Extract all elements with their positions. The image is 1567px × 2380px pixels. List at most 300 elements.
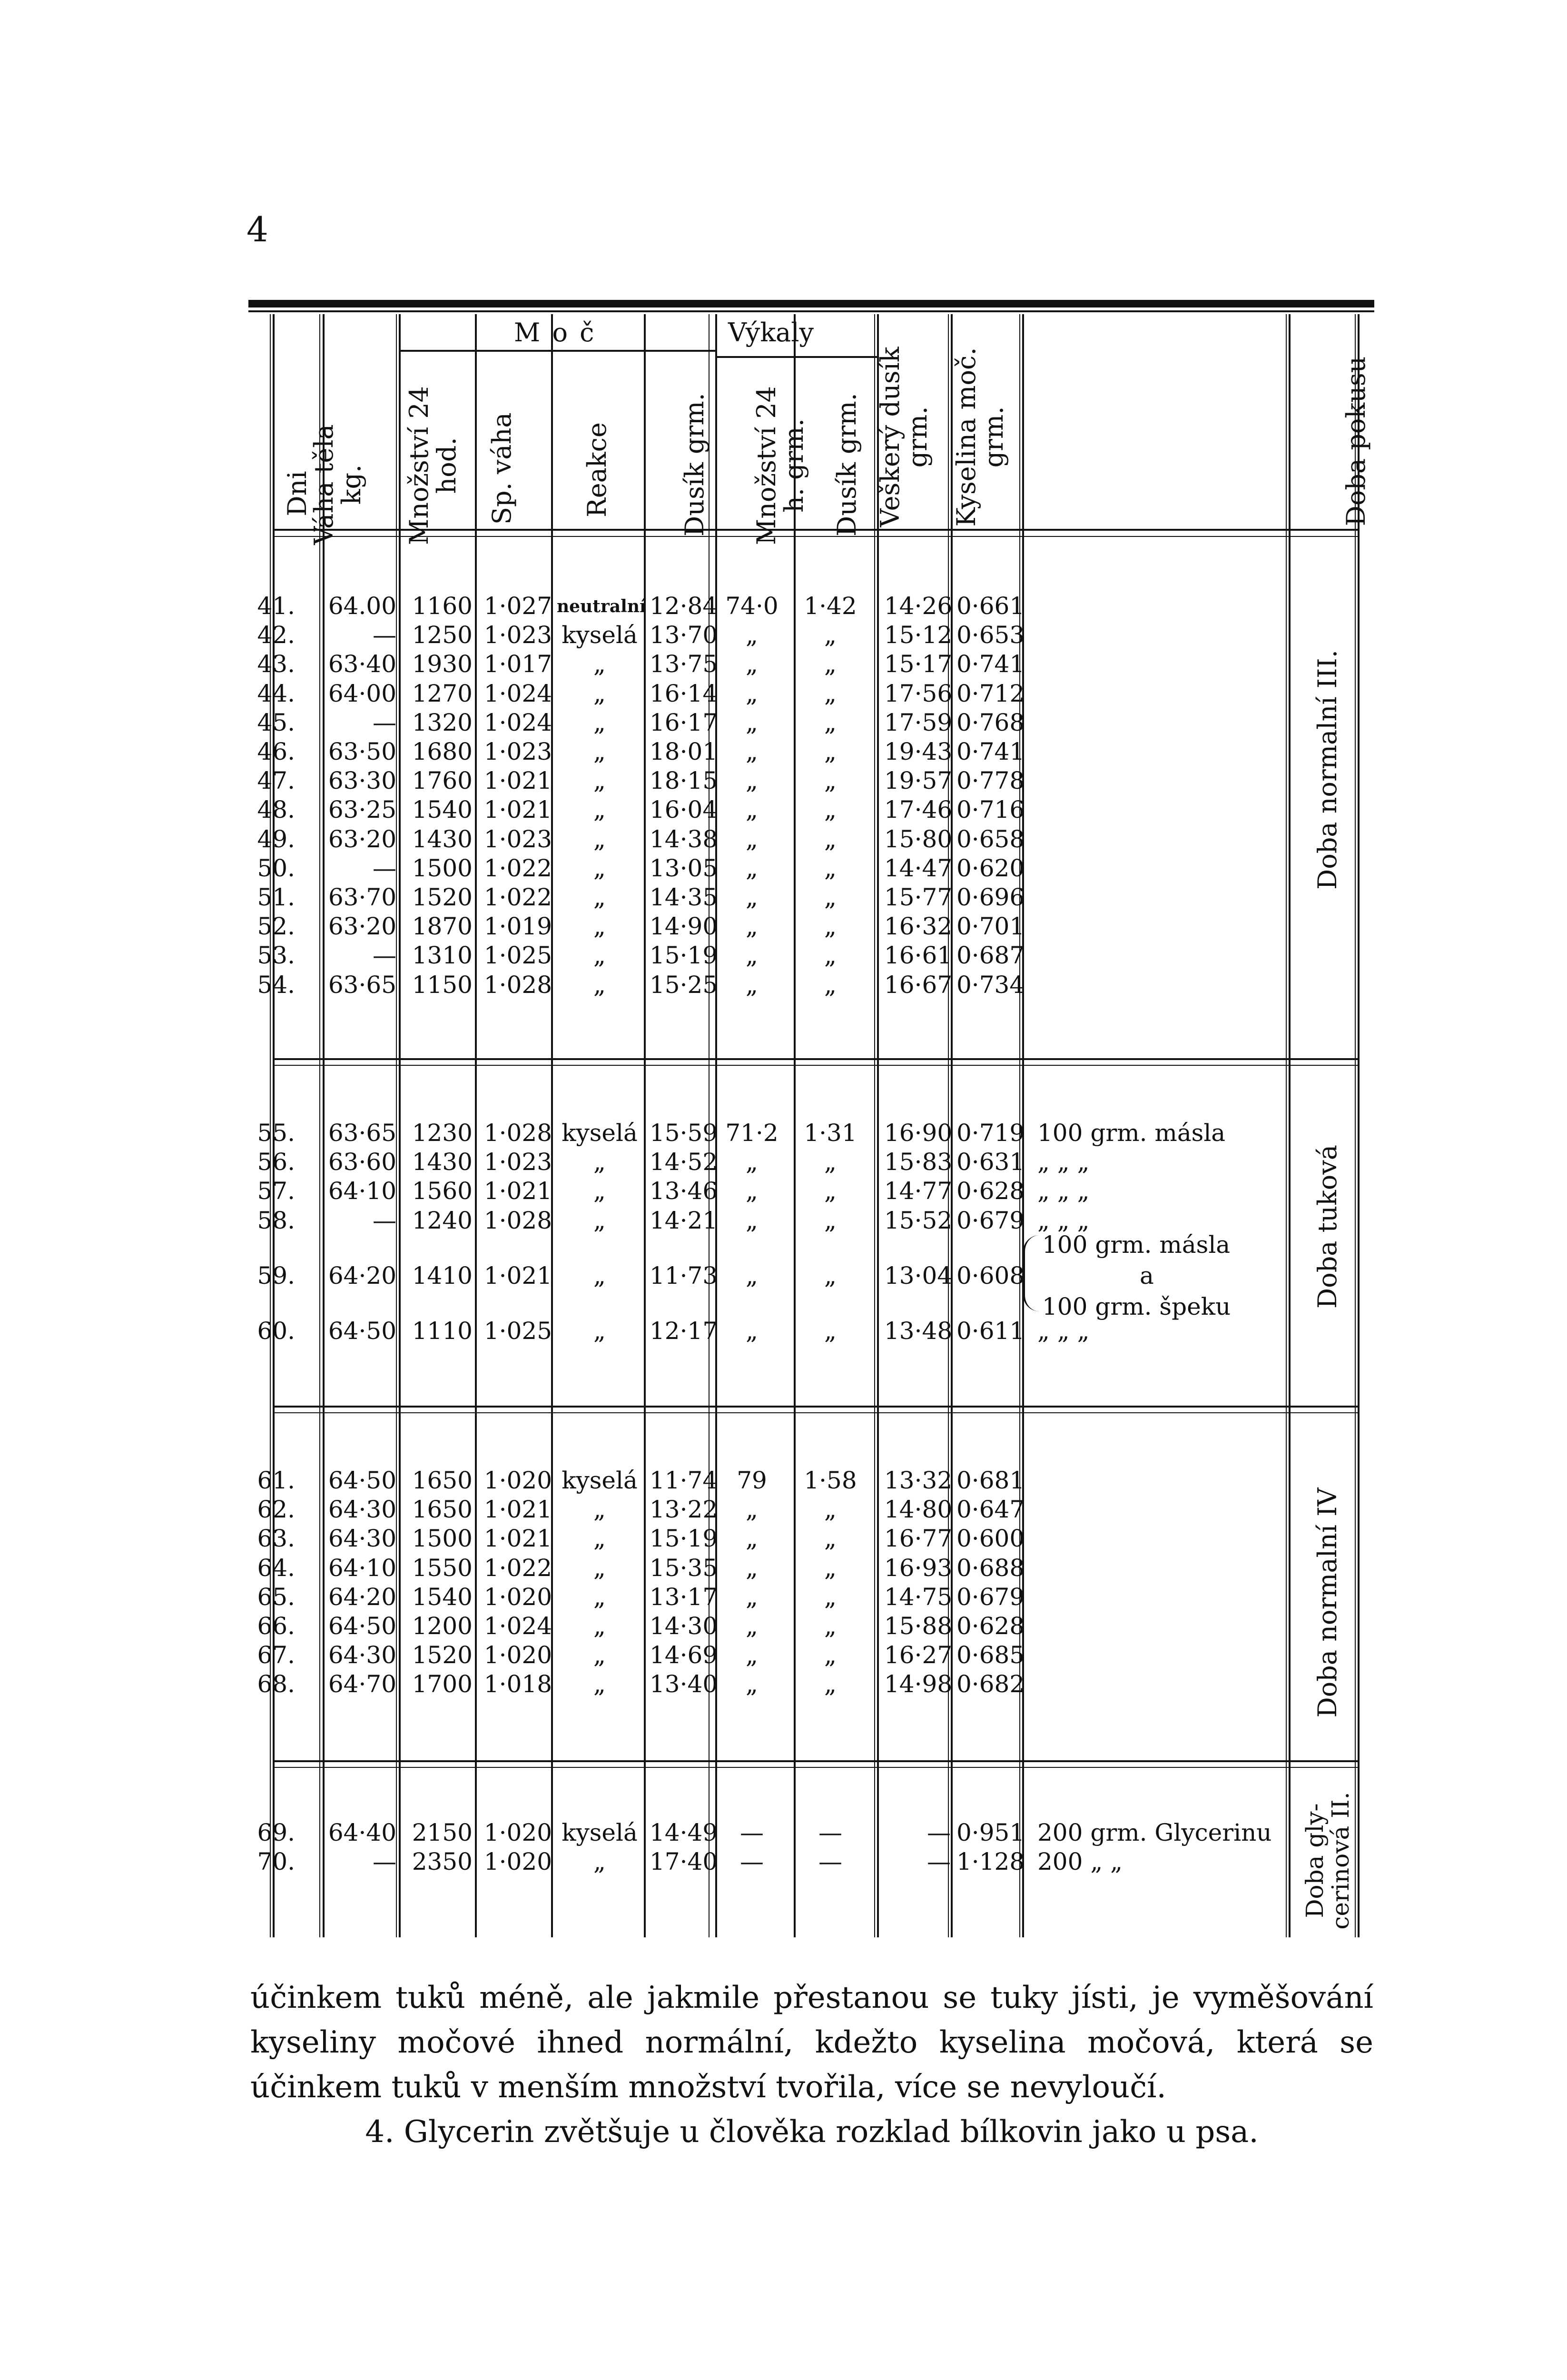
- paragraph-2: 4. Glycerin zvětšuje u člověka rozklad bílkovin jako u psa.: [365, 2114, 1259, 2150]
- table-cell: „: [824, 796, 837, 824]
- table-cell: 14·30: [650, 1612, 718, 1640]
- table-cell: „: [824, 912, 837, 941]
- table-cell: 15·83: [884, 1148, 953, 1176]
- table-cell: 14·21: [650, 1206, 718, 1234]
- table-cell: 16·32: [884, 912, 953, 941]
- table-cell: „: [746, 621, 758, 649]
- table-cell: „: [746, 1261, 758, 1289]
- table-cell: 0·687: [956, 942, 1025, 970]
- table-cell: 1·020: [483, 1583, 552, 1611]
- table-cell: 1·31: [804, 1119, 857, 1147]
- table-cell: 0·685: [956, 1641, 1025, 1669]
- table-cell: —: [927, 1848, 951, 1876]
- table-cell: „: [824, 1148, 837, 1176]
- table-cell: „: [824, 942, 837, 970]
- table-cell: 16·17: [650, 708, 718, 736]
- table-cell: 64·70: [328, 1670, 396, 1698]
- table-cell: 63·20: [328, 912, 396, 941]
- table-cell: „: [824, 971, 837, 999]
- table-cell: kyselá: [562, 1467, 638, 1494]
- table-cell: 0·951: [956, 1819, 1025, 1846]
- table-cell: 16·04: [650, 796, 718, 824]
- table-cell: „: [746, 883, 758, 911]
- table-cell: 15·52: [884, 1206, 953, 1234]
- table-cell: 0·701: [956, 912, 1025, 941]
- table-cell: „: [746, 825, 758, 853]
- table-cell: 0·682: [956, 1670, 1025, 1698]
- table-cell: „: [824, 650, 837, 678]
- table-cell: 63·70: [328, 883, 396, 911]
- table-cell: 14·80: [884, 1496, 953, 1524]
- table-cell: 44.: [257, 679, 295, 707]
- header-vyk-dusik: Dusík grm.: [832, 393, 862, 536]
- table-cell: 2150: [412, 1819, 473, 1846]
- table-cell: 1650: [412, 1496, 473, 1524]
- table-cell: —: [740, 1819, 764, 1846]
- table-cell: 14·98: [884, 1670, 953, 1698]
- table-cell: 0·734: [956, 971, 1025, 999]
- table-cell: 14·47: [884, 854, 953, 882]
- table-cell: „: [746, 854, 758, 882]
- table-cell: —: [373, 708, 396, 736]
- table-cell: 1·023: [483, 621, 552, 649]
- table-cell: „: [746, 796, 758, 824]
- table-cell: 53.: [257, 942, 295, 970]
- table-cell: 12·17: [650, 1317, 718, 1345]
- table-cell: 69.: [257, 1819, 295, 1846]
- table-cell: „: [824, 825, 837, 853]
- table-cell: 42.: [257, 621, 295, 649]
- table-cell: 71·2: [725, 1119, 779, 1147]
- table-cell: 1·022: [483, 883, 552, 911]
- table-cell: 17·40: [650, 1848, 718, 1876]
- table-cell: „: [593, 1583, 606, 1611]
- table-cell: 1250: [412, 621, 473, 649]
- table-cell: 63.: [257, 1525, 295, 1553]
- table-cell: 15·59: [650, 1119, 718, 1147]
- table-cell: 61.: [257, 1467, 295, 1494]
- table-cell: —: [818, 1848, 842, 1876]
- table-cell: 51.: [257, 883, 295, 911]
- table-cell: 15·19: [650, 1525, 718, 1553]
- table-cell: 47.: [257, 767, 295, 795]
- table-cell: „: [824, 1206, 837, 1234]
- table-cell: 0·679: [956, 1583, 1025, 1611]
- table-cell: „: [746, 679, 758, 707]
- table-cell: „: [746, 1206, 758, 1234]
- table-cell: —: [927, 1819, 951, 1846]
- table-cell: „: [593, 1317, 606, 1345]
- table-cell: 1·023: [483, 825, 552, 853]
- table-cell: „: [824, 1583, 837, 1611]
- table-cell: „: [824, 621, 837, 649]
- table-cell: „: [824, 1554, 837, 1582]
- table-cell: 64·30: [328, 1496, 396, 1524]
- table-cell: 15·19: [650, 942, 718, 970]
- table-cell: „: [593, 1848, 606, 1876]
- table-cell: „: [593, 1641, 606, 1669]
- table-cell: „: [593, 1177, 606, 1205]
- table-cell: 1700: [412, 1670, 473, 1698]
- table-cell: 13·70: [650, 621, 718, 649]
- table-cell: 15·88: [884, 1612, 953, 1640]
- table-cell: 1320: [412, 708, 473, 736]
- table-cell: 1240: [412, 1206, 473, 1234]
- table-cell: 16·67: [884, 971, 953, 999]
- table-cell: 0·712: [956, 679, 1025, 707]
- table-cell: 13·75: [650, 650, 718, 678]
- table-cell: 0·741: [956, 738, 1025, 765]
- table-cell: „: [746, 1554, 758, 1582]
- table-cell: 1930: [412, 650, 473, 678]
- table-cell: 12·84: [650, 592, 718, 620]
- table-cell: 1·022: [483, 1554, 552, 1582]
- table-cell: 13·22: [650, 1496, 718, 1524]
- table-cell: 1·020: [483, 1848, 552, 1876]
- table-cell: —: [373, 1848, 396, 1876]
- table-cell: „: [824, 1641, 837, 1669]
- table-cell: 48.: [257, 796, 295, 824]
- table-cell: 63·65: [328, 1119, 396, 1147]
- table-cell: 0·620: [956, 854, 1025, 882]
- table-cell: „: [824, 767, 837, 795]
- table-cell: 65.: [257, 1583, 295, 1611]
- header-mnozstvi: Množství 24 hod.: [404, 386, 462, 545]
- table-cell: „: [746, 912, 758, 941]
- table-note: „ „ „: [1037, 1177, 1090, 1205]
- table-cell: 1·018: [483, 1670, 552, 1698]
- table-cell: kyselá: [562, 1819, 638, 1846]
- table-cell: 17·59: [884, 708, 953, 736]
- table-cell: 0·658: [956, 825, 1025, 853]
- table-cell: 1520: [412, 883, 473, 911]
- table-cell: 59.: [257, 1261, 295, 1289]
- table-cell: „: [824, 708, 837, 736]
- table-cell: —: [373, 1206, 396, 1234]
- table-cell: 0·628: [956, 1612, 1025, 1640]
- table-cell: 1·021: [483, 1261, 552, 1289]
- table-cell: „: [593, 1525, 606, 1553]
- table-cell: 64·10: [328, 1554, 396, 1582]
- table-cell: „: [746, 1177, 758, 1205]
- table-cell: 0·661: [956, 592, 1025, 620]
- header-sp-vaha: Sp. váha: [487, 412, 517, 525]
- table-cell: „: [824, 679, 837, 707]
- table-cell: 16·61: [884, 942, 953, 970]
- table-cell: 0·611: [956, 1317, 1025, 1345]
- table-cell: 49.: [257, 825, 295, 853]
- section-label: Doba normalní III.: [1312, 650, 1342, 890]
- table-cell: „: [593, 767, 606, 795]
- table-cell: 79: [737, 1467, 767, 1494]
- table-cell: —: [740, 1848, 764, 1876]
- table-cell: 0·716: [956, 796, 1025, 824]
- table-cell: 1650: [412, 1467, 473, 1494]
- table-cell: 50.: [257, 854, 295, 882]
- header-dusik: Dusík grm.: [680, 393, 710, 536]
- table-cell: 18·15: [650, 767, 718, 795]
- table-cell: „: [593, 679, 606, 707]
- table-cell: „: [824, 1261, 837, 1289]
- table-cell: 0·631: [956, 1148, 1025, 1176]
- table-cell: 1·028: [483, 1119, 552, 1147]
- table-cell: 1·027: [483, 592, 552, 620]
- table-cell: „: [824, 1670, 837, 1698]
- table-cell: 14·49: [650, 1819, 718, 1846]
- table-cell: 16·77: [884, 1525, 953, 1553]
- table-cell: „: [746, 767, 758, 795]
- body-text: [250, 1975, 1373, 2154]
- table-cell: 1560: [412, 1177, 473, 1205]
- table-cell: 1·021: [483, 1496, 552, 1524]
- table-cell: „: [824, 1177, 837, 1205]
- table-cell: 14·90: [650, 912, 718, 941]
- table-cell: 45.: [257, 708, 295, 736]
- table-cell: 13·32: [884, 1467, 953, 1494]
- table-cell: 15·35: [650, 1554, 718, 1582]
- table-cell: —: [373, 942, 396, 970]
- table-cell: „: [746, 1317, 758, 1345]
- table-cell: 2350: [412, 1848, 473, 1876]
- table-cell: 64·30: [328, 1525, 396, 1553]
- table-cell: —: [373, 854, 396, 882]
- table-cell: „: [593, 708, 606, 736]
- table-cell: 16·90: [884, 1119, 953, 1147]
- table-cell: „: [593, 1206, 606, 1234]
- table-cell: 16·93: [884, 1554, 953, 1582]
- table-cell: 1·021: [483, 796, 552, 824]
- table-cell: 0·719: [956, 1119, 1025, 1147]
- section-label: Doba gly-cerinová II.: [1301, 1792, 1354, 1930]
- table-note: „ „ „: [1037, 1317, 1090, 1345]
- table-cell: „: [746, 942, 758, 970]
- table-cell: 60.: [257, 1317, 295, 1345]
- table-cell: 1150: [412, 971, 473, 999]
- table-cell: 1·023: [483, 738, 552, 765]
- table-cell: 1·025: [483, 1317, 552, 1345]
- table-cell: 1160: [412, 592, 473, 620]
- table-cell: 17·46: [884, 796, 953, 824]
- table-cell: 0·768: [956, 708, 1025, 736]
- table-cell: 1550: [412, 1554, 473, 1582]
- table-cell: „: [746, 708, 758, 736]
- table-cell: 64·50: [328, 1317, 396, 1345]
- header-kyselina: Kyselina moč. grm.: [951, 347, 1009, 527]
- table-cell: „: [746, 650, 758, 678]
- table-cell: 68.: [257, 1670, 295, 1698]
- table-cell: „: [746, 1525, 758, 1553]
- table-cell: 13·04: [884, 1261, 953, 1289]
- table-cell: 1·020: [483, 1819, 552, 1846]
- table-cell: 0·628: [956, 1177, 1025, 1205]
- table-cell: 64·50: [328, 1467, 396, 1494]
- table-cell: 43.: [257, 650, 295, 678]
- table-note: 200 grm. Glycerinu: [1037, 1819, 1272, 1846]
- table-cell: 1·028: [483, 1206, 552, 1234]
- table-cell: „: [593, 883, 606, 911]
- table-cell: 0·653: [956, 621, 1025, 649]
- table-cell: 63·30: [328, 767, 396, 795]
- table-cell: „: [593, 854, 606, 882]
- table-cell: 0·688: [956, 1554, 1025, 1582]
- table-cell: „: [593, 1496, 606, 1524]
- table-cell: „: [824, 1317, 837, 1345]
- table-cell: „: [593, 942, 606, 970]
- header-vyk-mnozstvi: Množství 24 h. grm.: [751, 386, 809, 545]
- table-note: „ „ „: [1037, 1206, 1090, 1234]
- table-cell: 1·019: [483, 912, 552, 941]
- table-cell: „: [746, 1612, 758, 1640]
- table-cell: 15·80: [884, 825, 953, 853]
- table-cell: „: [593, 1261, 606, 1289]
- table-cell: 15·25: [650, 971, 718, 999]
- table-cell: 15·77: [884, 883, 953, 911]
- table-cell: „: [593, 1612, 606, 1640]
- table-cell: 14·35: [650, 883, 718, 911]
- table-cell: „: [824, 1525, 837, 1553]
- table-cell: 1·128: [956, 1848, 1025, 1876]
- table-cell: „: [746, 971, 758, 999]
- table-cell: 11·74: [650, 1467, 718, 1494]
- table-cell: 52.: [257, 912, 295, 941]
- table-cell: „: [593, 971, 606, 999]
- table-cell: 1500: [412, 854, 473, 882]
- table-cell: „: [746, 738, 758, 765]
- brace-icon: [1023, 1235, 1039, 1311]
- section-label: Doba tuková: [1312, 1144, 1342, 1309]
- table-cell: 64·00: [328, 679, 396, 707]
- table-cell: „: [746, 1496, 758, 1524]
- table-cell: 1·021: [483, 1525, 552, 1553]
- brace-note-line-2: a: [1140, 1262, 1154, 1289]
- table-cell: 66.: [257, 1612, 295, 1640]
- table-cell: 1·024: [483, 708, 552, 736]
- table-cell: 15·17: [884, 650, 953, 678]
- table-cell: 1·020: [483, 1641, 552, 1669]
- table-cell: 41.: [257, 592, 295, 620]
- table-cell: „: [746, 1583, 758, 1611]
- table-cell: 58.: [257, 1206, 295, 1234]
- table-cell: „: [593, 1148, 606, 1176]
- table-cell: 1·017: [483, 650, 552, 678]
- table-cell: 64·30: [328, 1641, 396, 1669]
- brace-note-line-1: 100 grm. másla: [1042, 1231, 1231, 1259]
- table-cell: 1540: [412, 1583, 473, 1611]
- table-cell: 0·741: [956, 650, 1025, 678]
- table-cell: 1·022: [483, 854, 552, 882]
- table-cell: 19·43: [884, 738, 953, 765]
- table-cell: 1·024: [483, 679, 552, 707]
- table-cell: 1430: [412, 1148, 473, 1176]
- table-cell: 1270: [412, 679, 473, 707]
- table-cell: 70.: [257, 1848, 295, 1876]
- header-veskery: Veškerý dusík grm.: [875, 347, 933, 527]
- table-cell: „: [824, 883, 837, 911]
- section-label: Doba normalní IV: [1312, 1488, 1342, 1718]
- table-cell: 64·20: [328, 1261, 396, 1289]
- table-cell: 64·20: [328, 1583, 396, 1611]
- header-moc: M o č: [514, 317, 596, 347]
- table-cell: „: [824, 1496, 837, 1524]
- table-cell: 0·679: [956, 1206, 1025, 1234]
- table-cell: —: [373, 621, 396, 649]
- table-cell: kyselá: [562, 1119, 638, 1147]
- table-cell: 46.: [257, 738, 295, 765]
- table-cell: 0·681: [956, 1467, 1025, 1494]
- table-cell: 1·023: [483, 1148, 552, 1176]
- table-cell: „: [746, 1641, 758, 1669]
- table-cell: 64.: [257, 1554, 295, 1582]
- paragraph-1: účinkem tuků méně, ale jakmile přestanou se tuky jísti, je vyměšování kyseliny močové ihned normální, kdežto kyselina močová, která se účinkem tuků v menším množství tvořila, více se nevyloučí.: [250, 1980, 1373, 2105]
- table-cell: 63·25: [328, 796, 396, 824]
- table-note: 200 „ „: [1037, 1848, 1123, 1876]
- table-cell: 55.: [257, 1119, 295, 1147]
- table-cell: 13·40: [650, 1670, 718, 1698]
- table-cell: 1·020: [483, 1467, 552, 1494]
- table-cell: 1·021: [483, 767, 552, 795]
- table-cell: „: [593, 1670, 606, 1698]
- table-cell: 1200: [412, 1612, 473, 1640]
- table-cell: 62.: [257, 1496, 295, 1524]
- table-cell: „: [593, 912, 606, 941]
- table-cell: „: [593, 1554, 606, 1582]
- table-cell: 1540: [412, 796, 473, 824]
- table-cell: 19·57: [884, 767, 953, 795]
- table-cell: „: [824, 854, 837, 882]
- table-cell: 17·56: [884, 679, 953, 707]
- table-cell: 63·20: [328, 825, 396, 853]
- table-cell: 1·58: [804, 1467, 857, 1494]
- table-cell: 64·40: [328, 1819, 396, 1846]
- table-cell: 1310: [412, 942, 473, 970]
- table-cell: 1430: [412, 825, 473, 853]
- table-cell: 1·021: [483, 1177, 552, 1205]
- table-cell: 14·38: [650, 825, 718, 853]
- table-cell: 63·65: [328, 971, 396, 999]
- table-cell: 16·27: [884, 1641, 953, 1669]
- table-cell: „: [593, 825, 606, 853]
- table-cell: 1680: [412, 738, 473, 765]
- table-cell: 56.: [257, 1148, 295, 1176]
- page-number: 4: [246, 209, 268, 249]
- table-note: „ „ „: [1037, 1148, 1090, 1176]
- table-cell: 11·73: [650, 1261, 718, 1289]
- table-cell: „: [824, 1612, 837, 1640]
- header-doba-pokusu: Doba pokusu: [1341, 356, 1371, 526]
- table-cell: kyselá: [562, 621, 638, 649]
- table-cell: 1·42: [804, 592, 857, 620]
- table-cell: neutralní: [557, 596, 646, 616]
- table-cell: 1110: [412, 1317, 473, 1345]
- table-cell: 15·12: [884, 621, 953, 649]
- table-cell: „: [746, 1148, 758, 1176]
- table-cell: 14·69: [650, 1641, 718, 1669]
- table-cell: 1870: [412, 912, 473, 941]
- table-cell: 14·75: [884, 1583, 953, 1611]
- table-cell: 0·778: [956, 767, 1025, 795]
- table-cell: 57.: [257, 1177, 295, 1205]
- table-cell: „: [593, 738, 606, 765]
- table-cell: 13·17: [650, 1583, 718, 1611]
- table-cell: „: [593, 650, 606, 678]
- header-reakce: Reakce: [582, 422, 612, 517]
- table-cell: 63·50: [328, 738, 396, 765]
- table-note: 100 grm. másla: [1037, 1119, 1226, 1147]
- table-cell: 63·40: [328, 650, 396, 678]
- table-cell: 64·10: [328, 1177, 396, 1205]
- table-cell: 64.00: [328, 592, 396, 620]
- table-cell: 1·028: [483, 971, 552, 999]
